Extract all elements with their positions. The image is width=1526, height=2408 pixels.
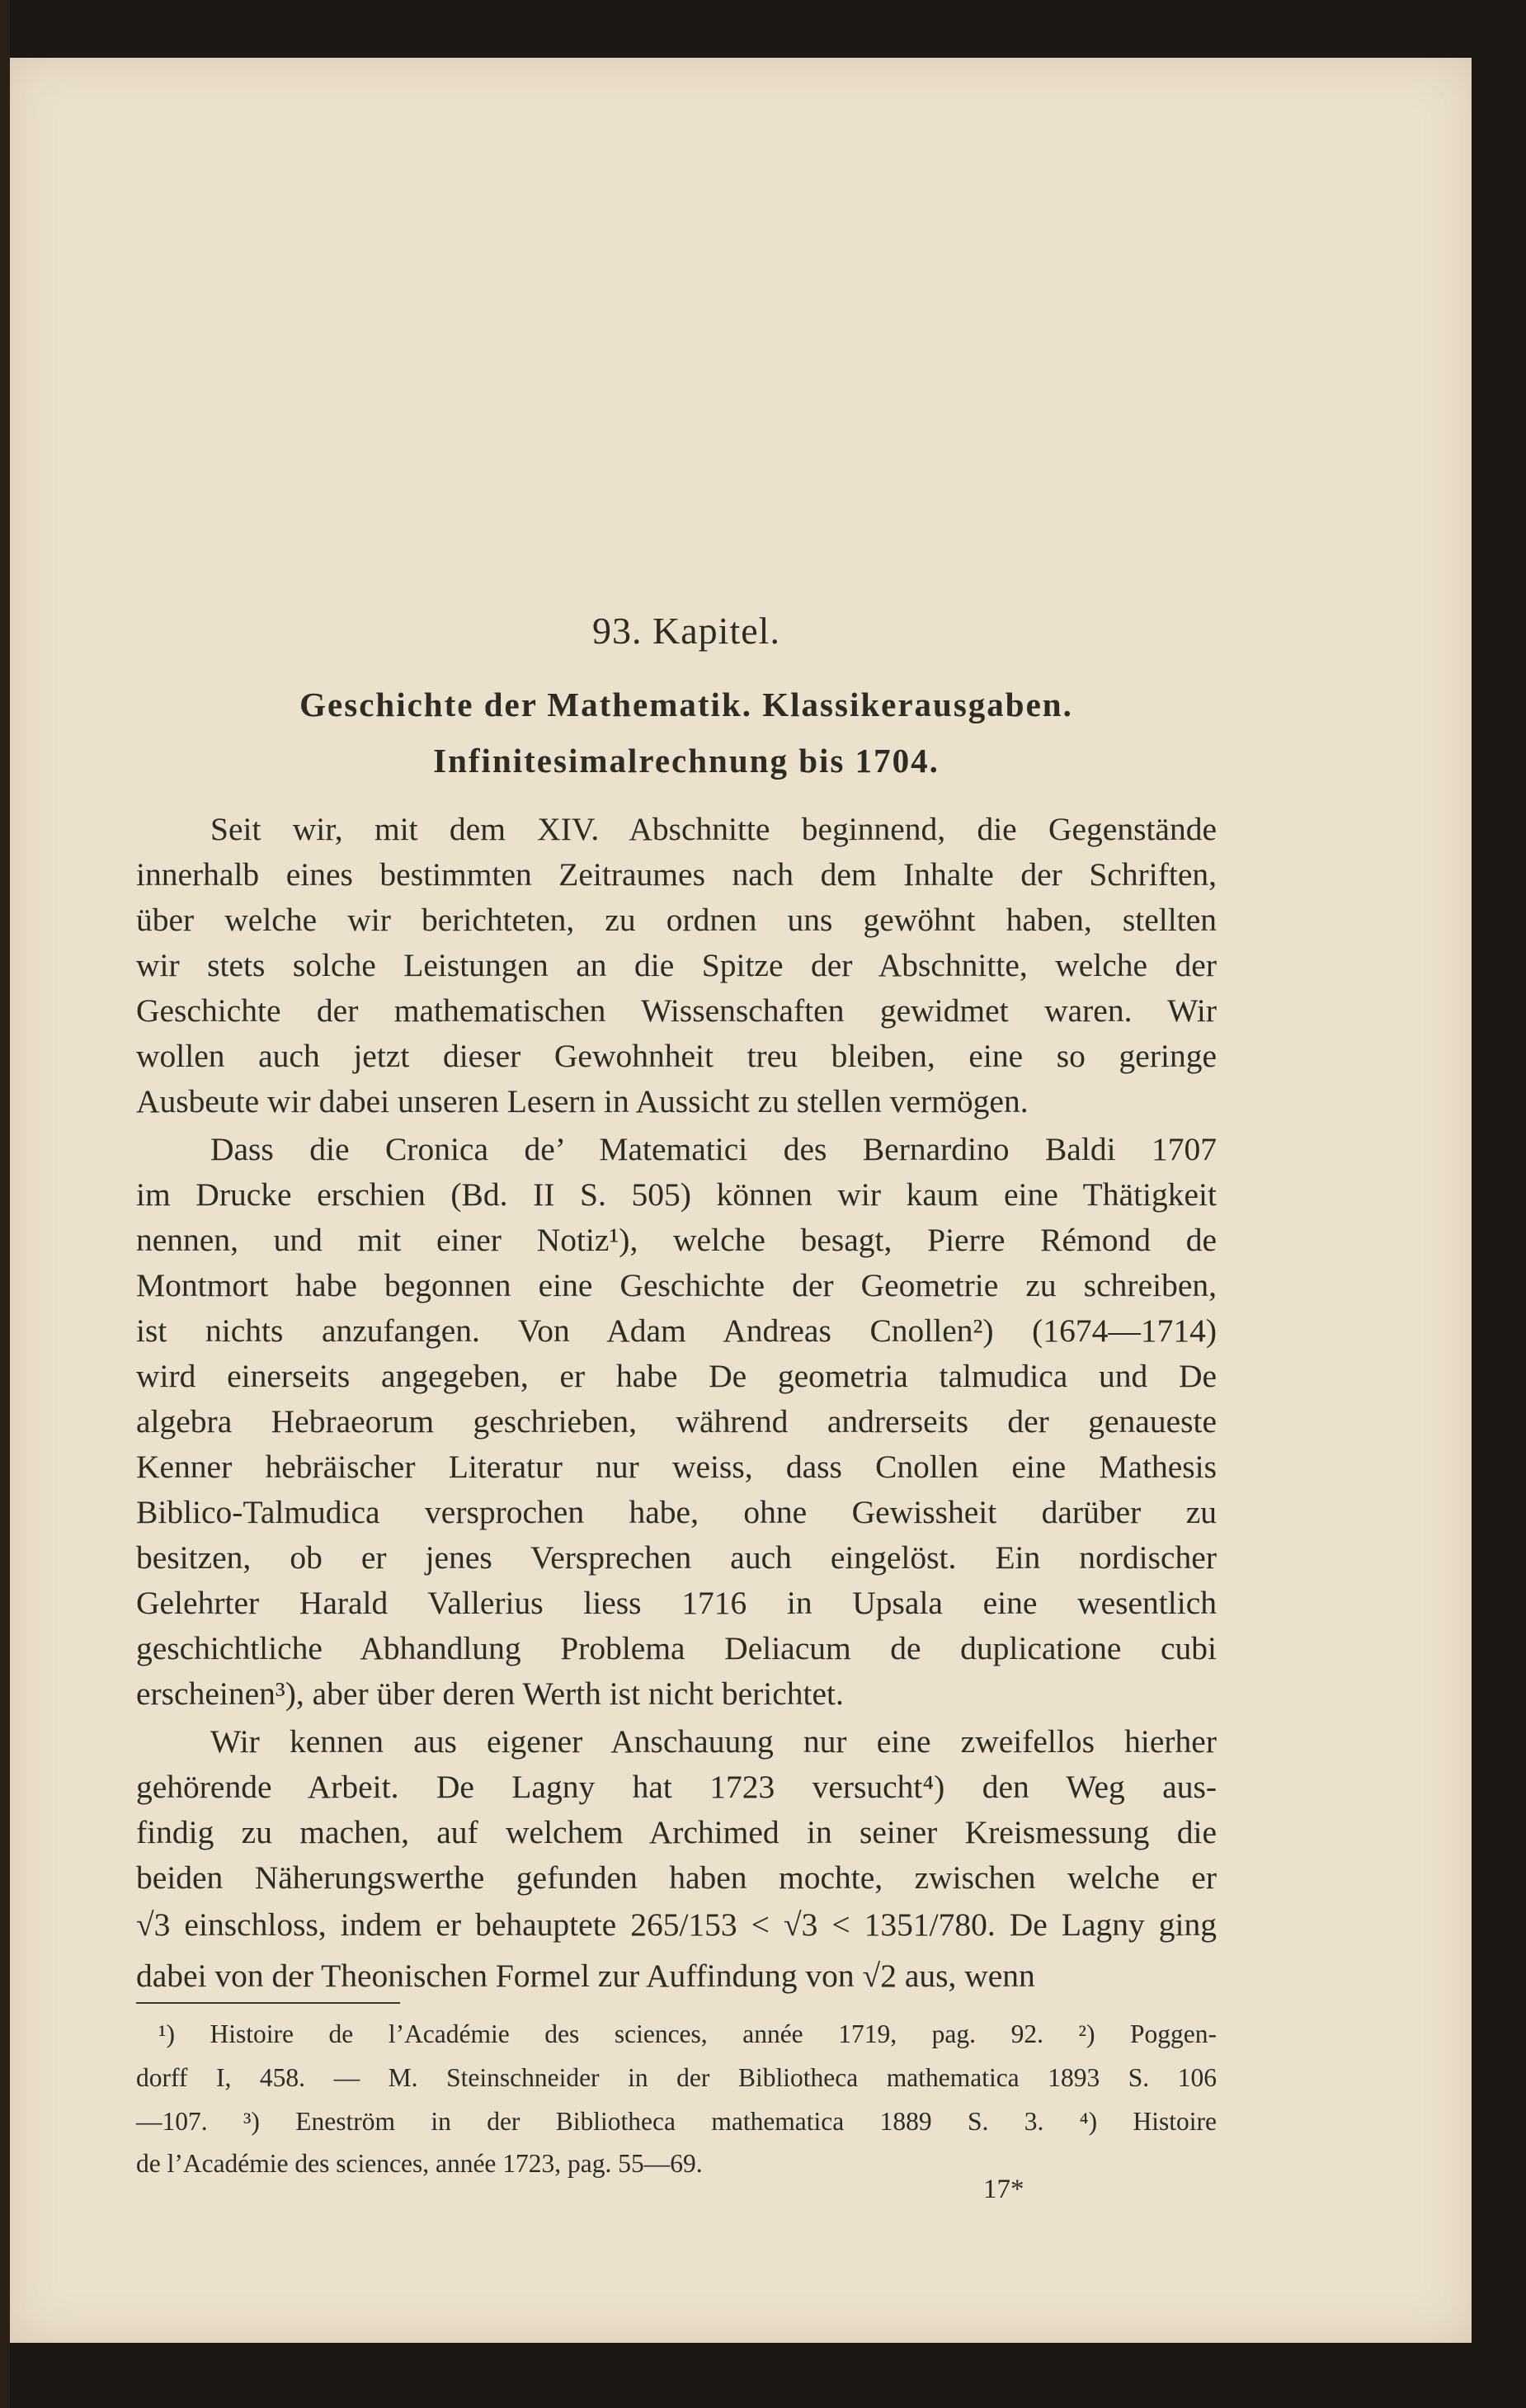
body-line: Kenner hebräischer Literatur nur weiss, dass Cnollen eine Mathesis (136, 1449, 1217, 1485)
book-page (10, 58, 1472, 2343)
body-line: erscheinen³), aber über deren Werth ist nicht berichtet. (136, 1675, 844, 1712)
body-line: dabei von der Theonischen Formel zur Auffindung von √2 aus, wenn (136, 1958, 1035, 1994)
body-line: Dass die Cronica de’ Matematici des Bernardino Baldi 1707 (210, 1131, 1217, 1167)
body-line: geschichtliche Abhandlung Problema Deliacum de duplicatione cubi (136, 1630, 1217, 1666)
footnote-line: —107. ³) Eneström in der Bibliotheca mathematica 1889 S. 3. ⁴) Histoire (136, 2107, 1217, 2136)
body-line: findig zu machen, auf welchem Archimed in seiner Kreismessung die (136, 1814, 1217, 1850)
footnote-rule (136, 2002, 400, 2004)
body-line: innerhalb eines bestimmten Zeitraumes nach dem Inhalte der Schriften, (136, 856, 1217, 893)
body-line: nennen, und mit einer Notiz¹), welche besagt, Pierre Rémond de (136, 1222, 1217, 1258)
body-line: Seit wir, mit dem XIV. Abschnitte beginnend, die Gegenstände (210, 811, 1217, 847)
body-line: wollen auch jetzt dieser Gewohnheit treu bleiben, eine so geringe (136, 1038, 1217, 1074)
body-line: Biblico-Talmudica versprochen habe, ohne Gewissheit darüber zu (136, 1494, 1217, 1530)
body-line: gehörende Arbeit. De Lagny hat 1723 versucht⁴) den Weg aus- (136, 1769, 1217, 1805)
footnote-line: ¹) Histoire de l’Académie des sciences, année 1719, pag. 92. ²) Poggen- (158, 2019, 1217, 2048)
body-line: über welche wir berichteten, zu ordnen uns gewöhnt haben, stellten (136, 902, 1217, 938)
body-line: algebra Hebraeorum geschrieben, während andrerseits der genaueste (136, 1403, 1217, 1440)
chapter-title-line-2: Infinitesimalrechnung bis 1704. (433, 742, 940, 780)
book-binding-edge (0, 0, 10, 2408)
chapter-heading: 93. Kapitel. (592, 610, 780, 652)
footnote-line: dorff I, 458. — M. Steinschneider in der Bibliotheca mathematica 1893 S. 106 (136, 2063, 1217, 2092)
body-line: Gelehrter Harald Vallerius liess 1716 in Upsala eine wesentlich (136, 1585, 1217, 1621)
footnote-line: de l’Académie des sciences, année 1723, pag. 55—69. (136, 2149, 703, 2178)
signature-mark: 17* (983, 2175, 1024, 2204)
body-line: ist nichts anzufangen. Von Adam Andreas Cnollen²) (1674—1714) (136, 1312, 1217, 1349)
body-line: √3 einschloss, indem er behauptete 265/153 < √3 < 1351/780. De Lagny ging (136, 1906, 1217, 1943)
chapter-title-line-1: Geschichte der Mathematik. Klassikerausgaben. (299, 686, 1073, 723)
body-line: Montmort habe begonnen eine Geschichte der Geometrie zu schreiben, (136, 1267, 1217, 1303)
body-line: wir stets solche Leistungen an die Spitze der Abschnitte, welche der (136, 947, 1217, 983)
body-line: im Drucke erschien (Bd. II S. 505) können wir kaum eine Thätigkeit (136, 1176, 1217, 1213)
body-line: Wir kennen aus eigener Anschauung nur eine zweifellos hierher (210, 1723, 1217, 1760)
body-line: wird einerseits angegeben, er habe De geometria talmudica und De (136, 1358, 1217, 1394)
body-line: beiden Näherungswerthe gefunden haben mochte, zwischen welche er (136, 1859, 1217, 1896)
body-line: besitzen, ob er jenes Versprechen auch eingelöst. Ein nordischer (136, 1539, 1217, 1576)
body-line: Ausbeute wir dabei unseren Lesern in Aussicht zu stellen vermögen. (136, 1083, 1029, 1119)
body-line: Geschichte der mathematischen Wissenschaften gewidmet waren. Wir (136, 992, 1217, 1029)
